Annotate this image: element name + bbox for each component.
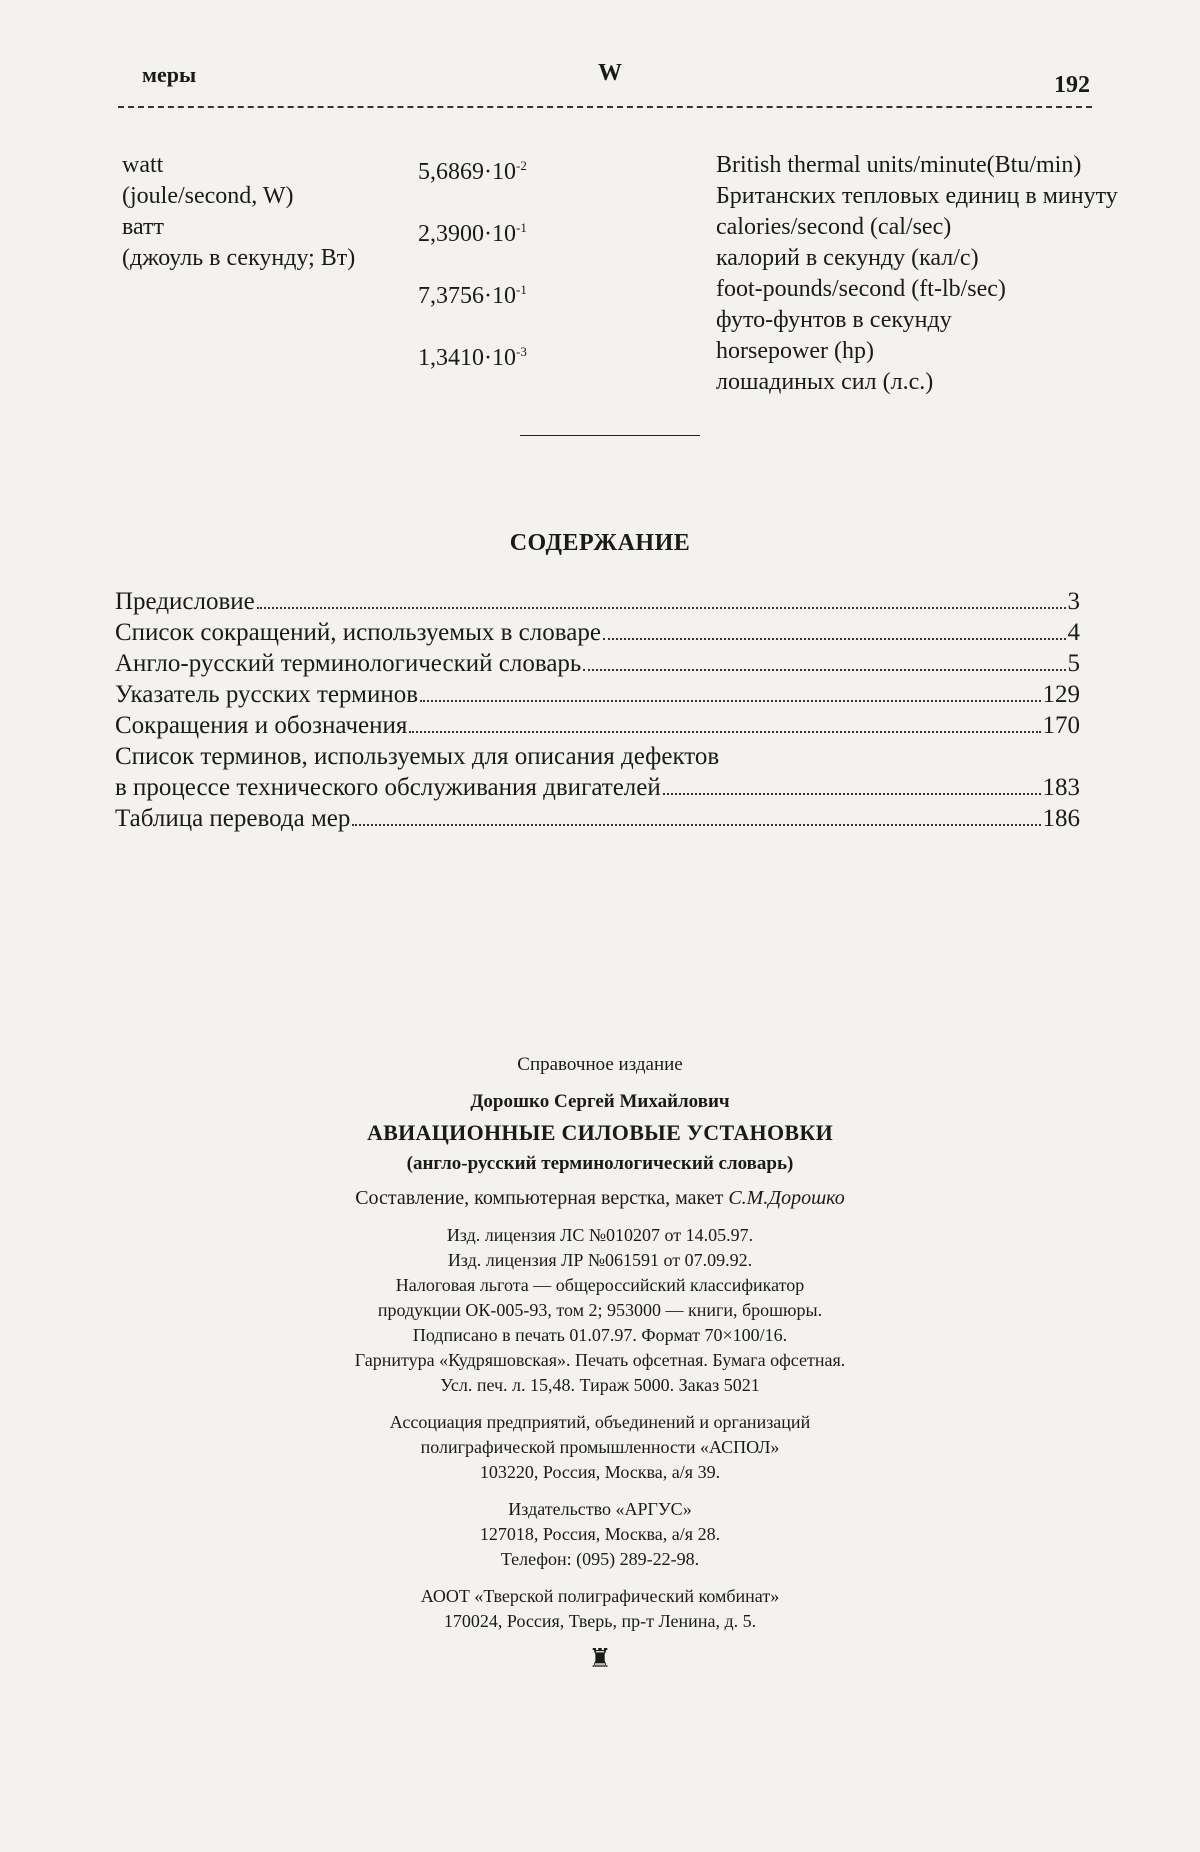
contents-item-page: 5 <box>1067 650 1080 677</box>
conversion-factor: $5,6869\cdot 10^{-2}$ <box>418 158 527 185</box>
source-unit-line: watt <box>122 152 164 178</box>
target-units <box>716 212 1156 274</box>
composer-name: С.М.Дорошко <box>728 1187 845 1209</box>
publisher-line: 127018, Россия, Москва, а/я 28. <box>479 1524 721 1544</box>
contents-item[interactable] <box>115 679 1080 710</box>
publisher-line: Издательство «АРГУС» <box>508 1499 692 1519</box>
contents-item-title: Таблица перевода мер <box>115 805 351 832</box>
source-unit-line: (джоуль в секунду; Вт) <box>122 245 356 271</box>
target-unit-en: horsepower (hp) <box>716 338 874 364</box>
contents-item[interactable] <box>115 617 1080 648</box>
page-number: 192 <box>1054 72 1090 98</box>
target-unit-ru: калорий в секунду (кал/с) <box>716 245 979 271</box>
author-name: Дорошко Сергей Михайлович <box>470 1091 730 1112</box>
publisher-line: Телефон: (095) 289-22-98. <box>500 1549 700 1569</box>
print-detail-line: Подписано в печать 01.07.97. Формат 70×100/16. <box>412 1325 788 1345</box>
conversion-factor: $7,3756\cdot 10^{-1}$ <box>418 282 527 309</box>
contents-item-title: Предисловие <box>115 588 255 615</box>
association-line: 103220, Россия, Москва, а/я 39. <box>479 1462 721 1482</box>
printer-line: 170024, Россия, Тверь, пр-т Ленина, д. 5. <box>443 1611 757 1631</box>
conversion-factor: $1,3410\cdot 10^{-3}$ <box>418 344 527 371</box>
target-unit-en: British thermal units/minute(Btu/min) <box>716 152 1082 178</box>
running-header <box>118 58 1090 98</box>
book-subtitle: (англо-русский терминологический словарь) <box>406 1153 794 1174</box>
contents-item[interactable] <box>115 710 1080 741</box>
contents-item-page: 3 <box>1067 588 1080 615</box>
tax-line: Налоговая льгота — общероссийский классификатор <box>395 1275 805 1295</box>
conversion-row <box>418 212 1118 274</box>
source-unit-line: ватт <box>122 214 165 240</box>
target-units <box>716 150 1156 212</box>
license-line: Изд. лицензия ЛР №061591 от 07.09.92. <box>447 1250 753 1270</box>
leader-dots <box>420 700 1040 702</box>
contents-item[interactable] <box>115 648 1080 679</box>
contents-item[interactable] <box>115 586 1080 617</box>
contents-item[interactable] <box>115 803 1080 834</box>
header-rule <box>118 106 1092 108</box>
source-unit-line: (joule/second, W) <box>122 183 294 209</box>
contents-item-title: Англо-русский терминологический словарь <box>115 650 582 677</box>
leader-dots <box>583 669 1065 671</box>
printer-line: АООТ «Тверской полиграфический комбинат» <box>420 1586 780 1606</box>
target-unit-ru: Британских тепловых единиц в минуту <box>716 183 1118 209</box>
contents-title: СОДЕРЖАНИЕ <box>509 530 691 556</box>
print-detail-line: Усл. печ. л. 15,48. Тираж 5000. Заказ 5021 <box>440 1375 760 1395</box>
association-line: Ассоциация предприятий, объединений и организаций <box>389 1412 811 1432</box>
imprint-block <box>0 1052 1200 1671</box>
leader-dots <box>663 793 1041 795</box>
printer-mark-icon: ♜ <box>588 1644 612 1673</box>
conversion-row <box>418 336 1118 398</box>
contents-item-page: 4 <box>1067 619 1080 646</box>
contents-item-page: 186 <box>1042 805 1080 832</box>
contents-item-title: Список сокращений, используемых в словаре <box>115 619 601 646</box>
tax-line: продукции ОК-005-93, том 2; 953000 — книги, брошюры. <box>377 1300 823 1320</box>
leader-dots <box>257 607 1066 609</box>
leader-dots <box>352 824 1040 826</box>
composition-credit: Составление, компьютерная верстка, макет С.М.Дорошко <box>355 1187 845 1209</box>
contents-item-title-line: Список терминов, используемых для описания дефектов <box>115 743 720 770</box>
letter-label: W <box>598 60 622 86</box>
conversion-factor: $2,3900\cdot 10^{-1}$ <box>418 220 527 247</box>
section-label: меры <box>142 62 197 87</box>
book-title: АВИАЦИОННЫЕ СИЛОВЫЕ УСТАНОВКИ <box>366 1120 834 1145</box>
contents-item-page: 170 <box>1042 712 1080 739</box>
leader-dots <box>603 638 1066 640</box>
leader-dots <box>409 731 1040 733</box>
conversion-entry <box>122 150 1118 410</box>
conversion-rows <box>418 150 1118 398</box>
contents-item-title: в процессе технического обслуживания двигателей <box>115 774 661 801</box>
contents-item-page: 129 <box>1042 681 1080 708</box>
contents-list <box>115 586 1080 834</box>
contents-item-title: Сокращения и обозначения <box>115 712 408 739</box>
print-detail-line: Гарнитура «Кудряшовская». Печать офсетная. Бумага офсетная. <box>354 1350 846 1370</box>
conversion-row <box>418 150 1118 212</box>
target-unit-en: foot-pounds/second (ft-lb/sec) <box>716 276 1006 302</box>
license-line: Изд. лицензия ЛС №010207 от 14.05.97. <box>446 1225 754 1245</box>
conversion-row <box>418 274 1118 336</box>
edition-type: Справочное издание <box>517 1054 683 1075</box>
association-line: полиграфической промышленности «АСПОЛ» <box>420 1437 780 1457</box>
entry-divider <box>520 435 700 436</box>
contents-item[interactable] <box>115 772 1080 803</box>
contents-item-page: 183 <box>1042 774 1080 801</box>
target-units <box>716 336 1156 398</box>
contents-item-title: Указатель русских терминов <box>115 681 419 708</box>
target-unit-en: calories/second (cal/sec) <box>716 214 952 240</box>
target-unit-ru: футо-фунтов в секунду <box>716 307 952 333</box>
source-unit <box>122 150 422 274</box>
target-unit-ru: лошадиных сил (л.с.) <box>716 369 934 395</box>
target-units <box>716 274 1156 336</box>
